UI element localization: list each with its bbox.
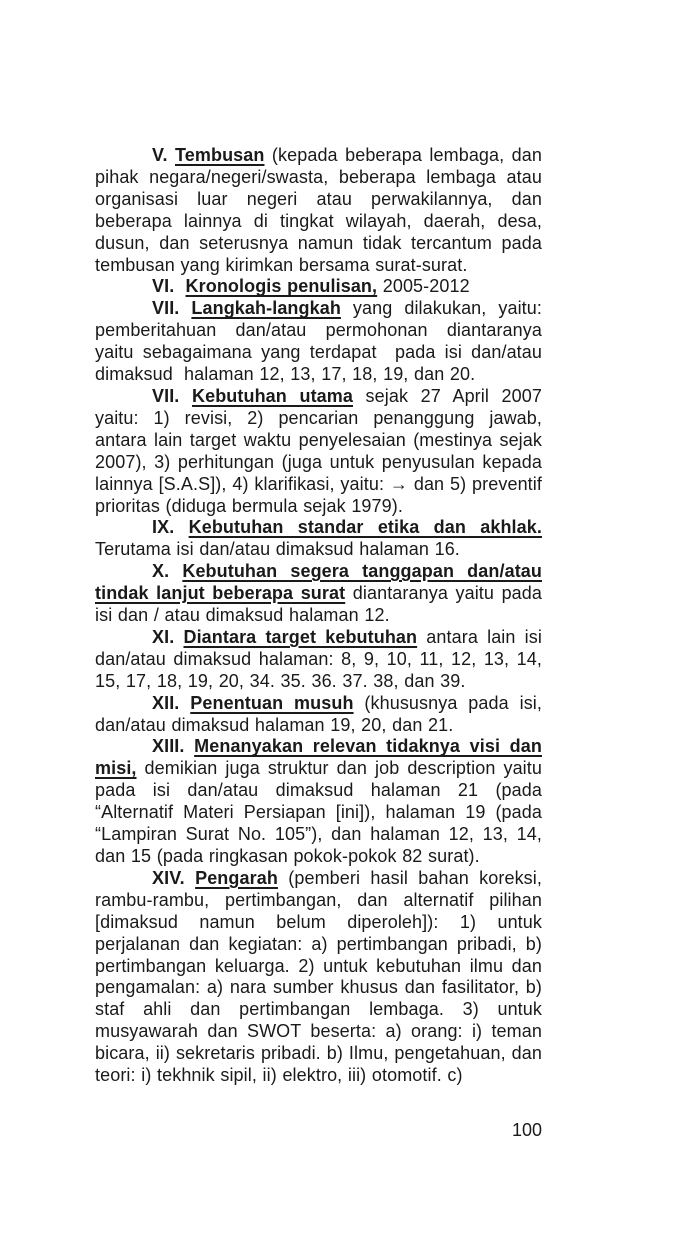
heading-text: Diantara target kebutuhan — [183, 626, 418, 647]
body-text: (pemberi hasil bahan koreksi, rambu-rambu, pertimbangan, dan alternatif pilihan [dimaksud namun belum diperoleh]): 1) untuk perjalanan dan kegiatan: a) pertimbangan pribadi, b) pertimbangan keluarga. 2) untuk kebutuhan ilmu dan pengamalan: a) nara sumber khusus dan fasilitator, b) staf ahli dan pertimbangan lembaga. 3) untuk musyawarah dan SWOT beserta: a) orang: i) teman bicara, ii) sekretaris pribadi. b) Ilmu, pengetahuan, dan teori: i) tekhnik sipil, ii) elektro, iii) otomotif. c) — [95, 867, 542, 1086]
paragraph-item-x — [95, 561, 542, 627]
paragraph-item-ix — [95, 517, 542, 561]
body-text: (kepada beberapa lembaga, dan pihak negara/negeri/swasta, beberapa lembaga atau organisasi luar negeri atau perwakilannya, dan beberapa lainnya di tingkat wilayah, daerah, desa, dusun, dan seterusnya namun tidak tercantum pada tembusan yang kirimkan bersama surat-surat. — [95, 145, 543, 275]
heading-text: Kebutuhan utama — [192, 385, 353, 406]
heading-text: XII. — [152, 692, 191, 713]
paragraph-item-vi — [95, 276, 542, 298]
heading-text: Penentuan musuh — [190, 692, 354, 713]
body-text: sejak 27 April 2007 yaitu: 1) revisi, 2) pencarian penanggung jawab, antara lain target waktu penyelesaian (mestinya sejak 2007), 3) perhitungan (juga untuk penyusulan kepada lainnya [S.A.S]), 4) klarifikasi, yaitu: → dan 5) preventif prioritas (diduga bermula sejak 1979). — [95, 385, 542, 516]
body-text: antara lain isi dan/atau dimaksud halaman: 8, 9, 10, 11, 12, 13, 14, 15, 17, 18, 19, 20, 34. 35. 36. 37. 38, dan 39. — [95, 626, 542, 691]
paragraph-item-xiii — [95, 736, 542, 867]
body-text: diantaranya yaitu pada isi dan / atau dimaksud halaman 12. — [95, 583, 543, 626]
paragraph-item-xiv — [95, 868, 542, 1087]
heading-text: Kebutuhan standar etika dan akhlak. — [188, 517, 542, 538]
heading-text: Langkah-langkah — [191, 298, 341, 319]
heading-text: Kronologis penulisan, — [185, 276, 378, 297]
body-text: Terutama isi dan/atau dimaksud halaman 16. — [95, 539, 460, 560]
heading-text: XIII. — [152, 736, 195, 757]
paragraph-item-vii-kebutuhan-utama — [95, 386, 542, 517]
heading-text: XIV. — [152, 867, 196, 888]
paragraph-item-xii — [95, 693, 542, 737]
heading-text: VI. — [152, 276, 186, 297]
paragraph-item-xi — [95, 627, 542, 693]
heading-text: Tembusan — [175, 145, 265, 165]
page-number: 100 — [511, 1120, 542, 1140]
heading-text: VII. — [152, 298, 192, 319]
body-text: yang dilakukan, yaitu: pemberitahuan dan/atau permohonan diantaranya yaitu sebagaimana yang terdapat pada isi dan/atau dimaksud halaman 12, 13, 17, 18, 19, dan 20. — [95, 298, 542, 385]
body-text: demikian juga struktur dan job description yaitu pada isi dan/atau dimaksud halaman 21 (pada “Alternatif Materi Persiapan [ini]), halaman 19 (pada “Lampiran Surat No. 105”), dan halaman 12, 13, 14, dan 15 (pada ringkasan pokok-pokok 82 surat). — [95, 758, 542, 866]
heading-text: Kebutuhan segera tanggapan dan/atau tindak lanjut beberapa surat — [95, 561, 542, 604]
paragraph-item-vii-langkah — [95, 298, 542, 386]
heading-text: Pengarah — [195, 867, 278, 888]
body-text: 2005-2012 — [377, 276, 470, 297]
heading-text: Menanyakan relevan tidaknya visi dan misi, — [95, 736, 542, 779]
heading-text: XI. — [152, 626, 184, 647]
heading-text: VII. — [152, 385, 192, 406]
heading-text: X. — [152, 561, 183, 582]
heading-text: V. — [152, 145, 175, 165]
heading-text: IX. — [152, 517, 189, 538]
paragraph-item-v — [95, 145, 542, 276]
body-text: (khususnya pada isi, dan/atau dimaksud halaman 19, 20, dan 21. — [95, 692, 542, 735]
document-body — [95, 145, 542, 1087]
